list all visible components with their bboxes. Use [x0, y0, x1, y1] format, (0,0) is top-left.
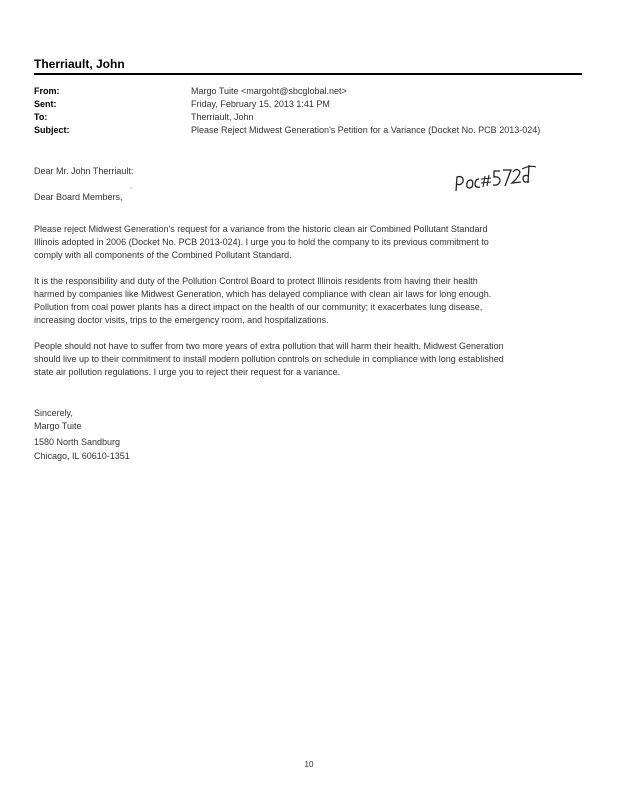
subject-value: Please Reject Midwest Generation's Petition for a Variance (Docket No. PCB 2013-024): [191, 125, 541, 135]
header-divider: [34, 73, 582, 75]
salutation-board: Dear Board Members,: [34, 192, 123, 202]
closing: Sincerely,: [34, 408, 73, 418]
from-value: Margo Tuite <margoht@sbcglobal.net>: [191, 86, 347, 96]
mailbox-owner-name: Therriault, John: [34, 57, 125, 71]
signature-name: Margo Tuite: [34, 421, 82, 431]
sent-value: Friday, February 15, 2013 1:41 PM: [191, 99, 330, 109]
signature-street: 1580 North Sandburg: [34, 437, 121, 447]
sent-label: Sent:: [34, 99, 57, 109]
to-value: Therriault, John: [191, 112, 254, 122]
paragraph-suffering: People should not have to suffer from two more years of extra pollution that will harm their health. Midwest Generation should live up to their commitment to install modern pollution controls on schedule in compliance with long established state air pollution regulations. I urge you to reject their request for a variance.: [34, 341, 504, 377]
handwritten-stamp-mark: [450, 157, 540, 201]
scan-mark: ,: [130, 183, 132, 190]
paragraph-responsibility: It is the responsibility and duty of the Pollution Control Board to protect Illinois residents from having their health harmed by companies like Midwest Generation, which has delayed compliance with clean air laws for long enough. Pollution from coal power plants has a direct impact on the health of our community; it exacerbates lung disease, increasing doctor visits, trips to the emergency room, and hospitalizations.: [34, 276, 492, 325]
signature-city: Chicago, IL 60610-1351: [34, 451, 130, 461]
page-number: 10: [304, 760, 314, 769]
to-label: To:: [34, 112, 48, 122]
from-label: From:: [34, 86, 60, 96]
salutation-therriault: Dear Mr. John Therriault:: [34, 166, 134, 176]
paragraph-request: Please reject Midwest Generation's request for a variance from the historic clean air Combined Pollutant Standard Illinois adopted in 2006 (Docket No. PCB 2013-024). I urge you to hold the company to its previous commitment to comply with all components of the Combined Pollutant Standard.: [34, 224, 489, 260]
subject-label: Subject:: [34, 125, 70, 135]
